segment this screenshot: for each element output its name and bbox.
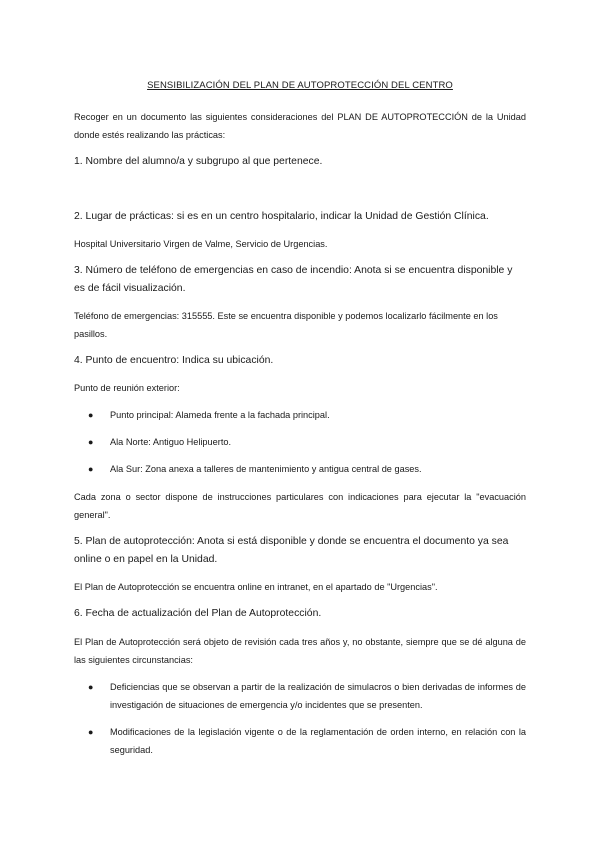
list-item: Modificaciones de la legislación vigente o de la reglamentación de orden interno, en relación con la seguridad. [110, 727, 526, 755]
answer-4-intro: Punto de reunión exterior: [74, 383, 180, 393]
question-4: 4. Punto de encuentro: Indica su ubicación. [74, 355, 274, 366]
document-title: SENSIBILIZACIÓN DEL PLAN DE AUTOPROTECCIÓN DEL CENTRO [147, 80, 453, 91]
answer-3: Teléfono de emergencias: 315555. Este se encuentra disponible y podemos localizarlo fácilmente en los pasillos. [74, 311, 498, 339]
question-5: 5. Plan de autoprotección: Anota si está disponible y donde se encuentra el documento ya sea online o en papel en la Unidad. [74, 536, 509, 565]
bullet-icon: ● [88, 464, 94, 474]
bullet-icon: ● [88, 727, 94, 737]
answer-2: Hospital Universitario Virgen de Valme, Servicio de Urgencias. [74, 239, 328, 249]
answer-5: El Plan de Autoprotección se encuentra online en intranet, en el apartado de "Urgencias". [74, 582, 438, 592]
bullet-icon: ● [88, 682, 94, 692]
answer-4-note: Cada zona o sector dispone de instrucciones particulares con indicaciones para ejecutar la "evacuación general". [74, 492, 526, 520]
question-1: 1. Nombre del alumno/a y subgrupo al que pertenece. [74, 156, 323, 167]
list-item: Deficiencias que se observan a partir de la realización de simulacros o bien derivadas de informes de investigación de situaciones de emergencia y/o incidentes que se presenten. [110, 682, 526, 710]
question-6: 6. Fecha de actualización del Plan de Autoprotección. [74, 608, 322, 619]
answer-6: El Plan de Autoprotección será objeto de revisión cada tres años y, no obstante, siempre que se dé alguna de las siguientes circunstancias: [74, 637, 526, 665]
intro-paragraph: Recoger en un documento las siguientes consideraciones del PLAN DE AUTOPROTECCIÓN de la Unidad donde estés realizando las prácticas: [74, 112, 526, 140]
bullet-icon: ● [88, 437, 94, 447]
list-item: Punto principal: Alameda frente a la fachada principal. [110, 410, 330, 420]
bullet-icon: ● [88, 410, 94, 420]
question-3: 3. Número de teléfono de emergencias en caso de incendio: Anota si se encuentra disponible y es de fácil visualización. [74, 265, 513, 294]
list-item: Ala Norte: Antiguo Helipuerto. [110, 437, 232, 447]
question-2: 2. Lugar de prácticas: si es en un centro hospitalario, indicar la Unidad de Gestión Clínica. [74, 211, 489, 222]
list-item: Ala Sur: Zona anexa a talleres de mantenimiento y antigua central de gases. [110, 464, 422, 474]
